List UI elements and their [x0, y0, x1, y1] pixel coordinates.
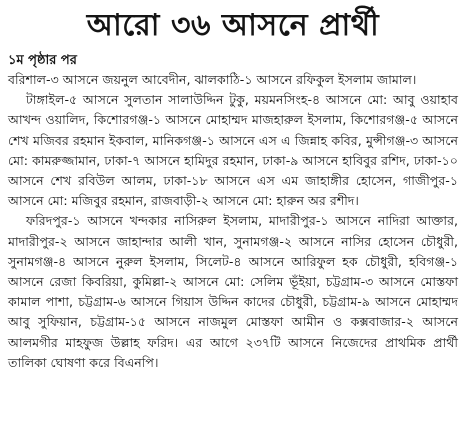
- continued-from-label: ১ম পৃষ্ঠার পর: [8, 53, 77, 68]
- article-paragraph: টাঙ্গাইল-৫ আসনে সুলতান সালাউদ্দিন টুকু, ময়মনসিংহ-৪ আসনে মো: আবু ওয়াহাব আখন্দ ওয়ালিদ, কিশোরগঞ্জ-১ আসনে মোহাম্মদ মাজহারুল ইসলাম, কিশোরগঞ্জ-৫ আসনে শেখ মজিবর রহমান ইকবাল, মানিকগঞ্জ-১ আসনে এস এ জিন্নাহ কবির, মুন্সীগঞ্জ-৩ আসনে মো: কামরুজ্জামান, ঢাকা-৭ আসনে হামিদুর রহমান, ঢাকা-৯ আসনে হাবিবুর রশিদ, ঢাকা-১০ আসনে শেখ রবিউল আলম, ঢাকা-১৮ আসনে এস এম জাহাঙ্গীর হোসেন, গাজীপুর-১ আসনে মো: মজিবুর রহমান, রাজবাড়ী-২ আসনে মো: হারুন অর রশীদ।: [8, 92, 458, 209]
- article-headline: আরো ৩৬ আসনে প্রার্থী: [86, 8, 380, 43]
- article-paragraph: বরিশাল-৩ আসনে জয়নুল আবেদীন, ঝালকাঠি-১ আসনে রফিকুল ইসলাম জামাল।: [8, 72, 417, 87]
- article-paragraph: ফরিদপুর-১ আসনে খন্দকার নাসিরুল ইসলাম, মাদারীপুর-১ আসনে নাদিরা আক্তার, মাদারীপুর-২ আসনে জাহান্দার আলী খান, সুনামগঞ্জ-২ আসনে নাসির হোসেন চৌধুরী, সুনামগঞ্জ-৪ আসনে নুরুল ইসলাম, সিলেট-৪ আসনে আরিফুল হক চৌধুরী, হবিগঞ্জ-১ আসনে রেজা কিবরিয়া, কুমিল্লা-২ আসনে মো: সেলিম ভূঁইয়া, চট্টগ্রাম-৩ আসনে মোস্তফা কামাল পাশা, চট্টগ্রাম-৬ আসনে গিয়াস উদ্দিন কাদের চৌধুরী, চট্টগ্রাম-৯ আসনে মোহাম্মদ আবু সুফিয়ান, চট্টগ্রাম-১৫ আসনে নাজমুল মোস্তফা আমীন ও কক্সবাজার-২ আসনে আলমগীর মাহফুজ উল্লাহ ফরিদ। এর আগে ২৩৭টি আসনে নিজেদের প্রাথমিক প্রার্থী তালিকা ঘোষণা করে বিএনপি।: [8, 213, 458, 370]
